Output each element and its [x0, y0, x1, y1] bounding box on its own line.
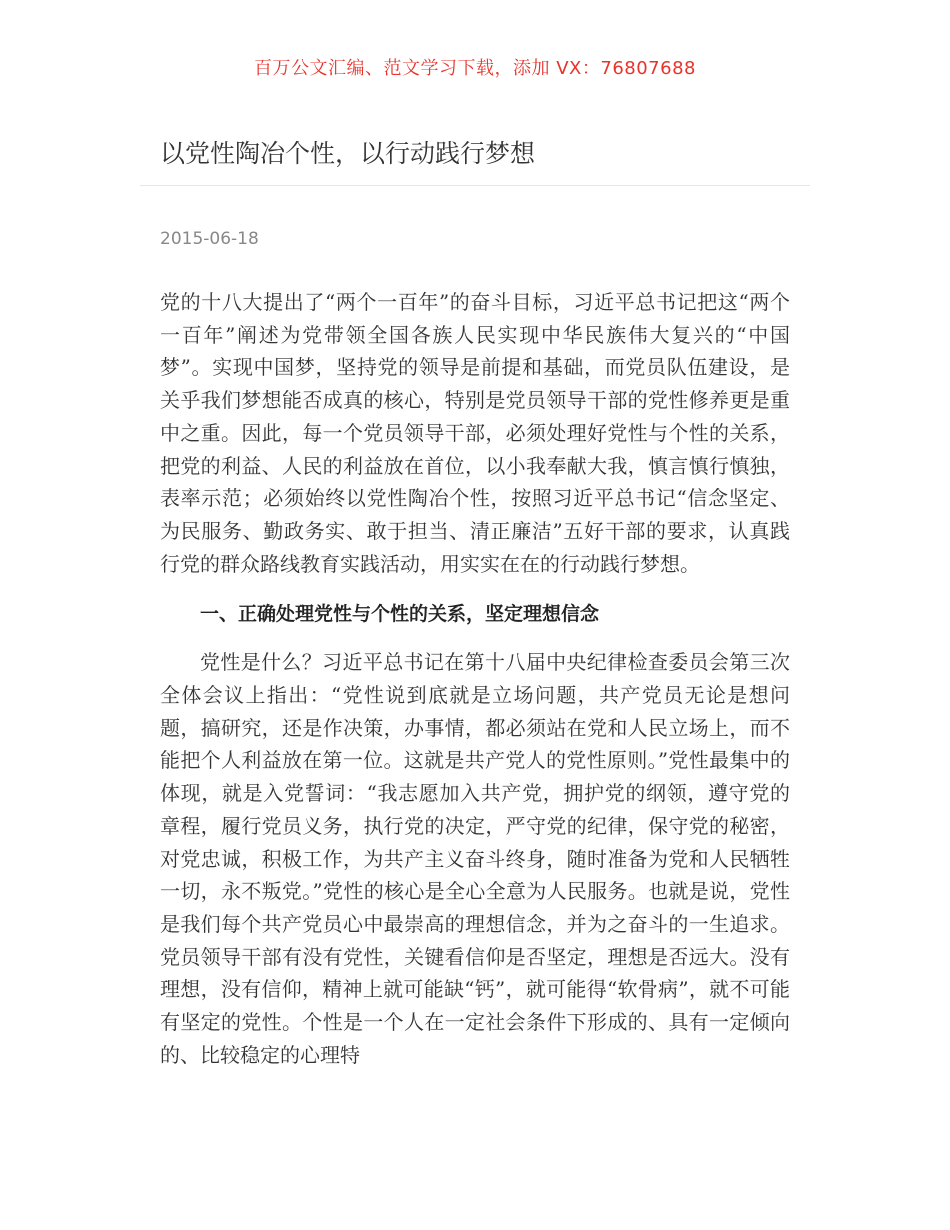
promo-banner: 百万公文汇编、范文学习下载，添加 VX：76807688: [254, 58, 696, 79]
article-body: [160, 286, 790, 1071]
title-divider: [140, 185, 810, 186]
intro-paragraph: 党的十八大提出了“两个一百年”的奋斗目标，习近平总书记把这“两个一百年”阐述为党带领全国各族人民实现中华民族伟大复兴的“中国梦”。实现中国梦，坚持党的领导是前提和基础，而党员队伍建设，是关乎我们梦想能否成真的核心，特别是党员领导干部的党性修养更是重中之重。因此，每一个党员领导干部，必须处理好党性与个性的关系，把党的利益、人民的利益放在首位，以小我奉献大我，慎言慎行慎独，表率示范；必须始终以党性陶冶个性，按照习近平总书记“信念坚定、为民服务、勤政务实、敢于担当、清正廉洁”五好干部的要求，认真践行党的群众路线教育实践活动，用实实在在的行动践行梦想。: [160, 290, 790, 576]
article-title: 以党性陶冶个性，以行动践行梦想: [160, 139, 536, 168]
section-paragraph: 党性是什么？习近平总书记在第十八届中央纪律检查委员会第三次全体会议上指出：“党性说到底就是立场问题，共产党员无论是想问题，搞研究，还是作决策，办事情，都必须站在党和人民立场上，而不能把个人利益放在第一位。这就是共产党人的党性原则。”党性最集中的体现，就是入党誓词：“我志愿加入共产党，拥护党的纲领，遵守党的章程，履行党员义务，执行党的决定，严守党的纪律，保守党的秘密，对党忠诚，积极工作，为共产主义奋斗终身，随时准备为党和人民牺牲一切，永不叛党。”党性的核心是全心全意为人民服务。也就是说，党性是我们每个共产党员心中最崇高的理想信念，并为之奋斗的一生追求。党员领导干部有没有党性，关键看信仰是否坚定，理想是否远大。没有理想，没有信仰，精神上就可能缺“钙”，就可能得“软骨病”，就不可能有坚定的党性。个性是一个人在一定社会条件下形成的、具有一定倾向的、比较稳定的心理特: [160, 650, 790, 1067]
section-heading: 一、正确处理党性与个性的关系，坚定理想信念: [200, 603, 600, 626]
publish-date: 2015-06-18: [160, 229, 259, 249]
